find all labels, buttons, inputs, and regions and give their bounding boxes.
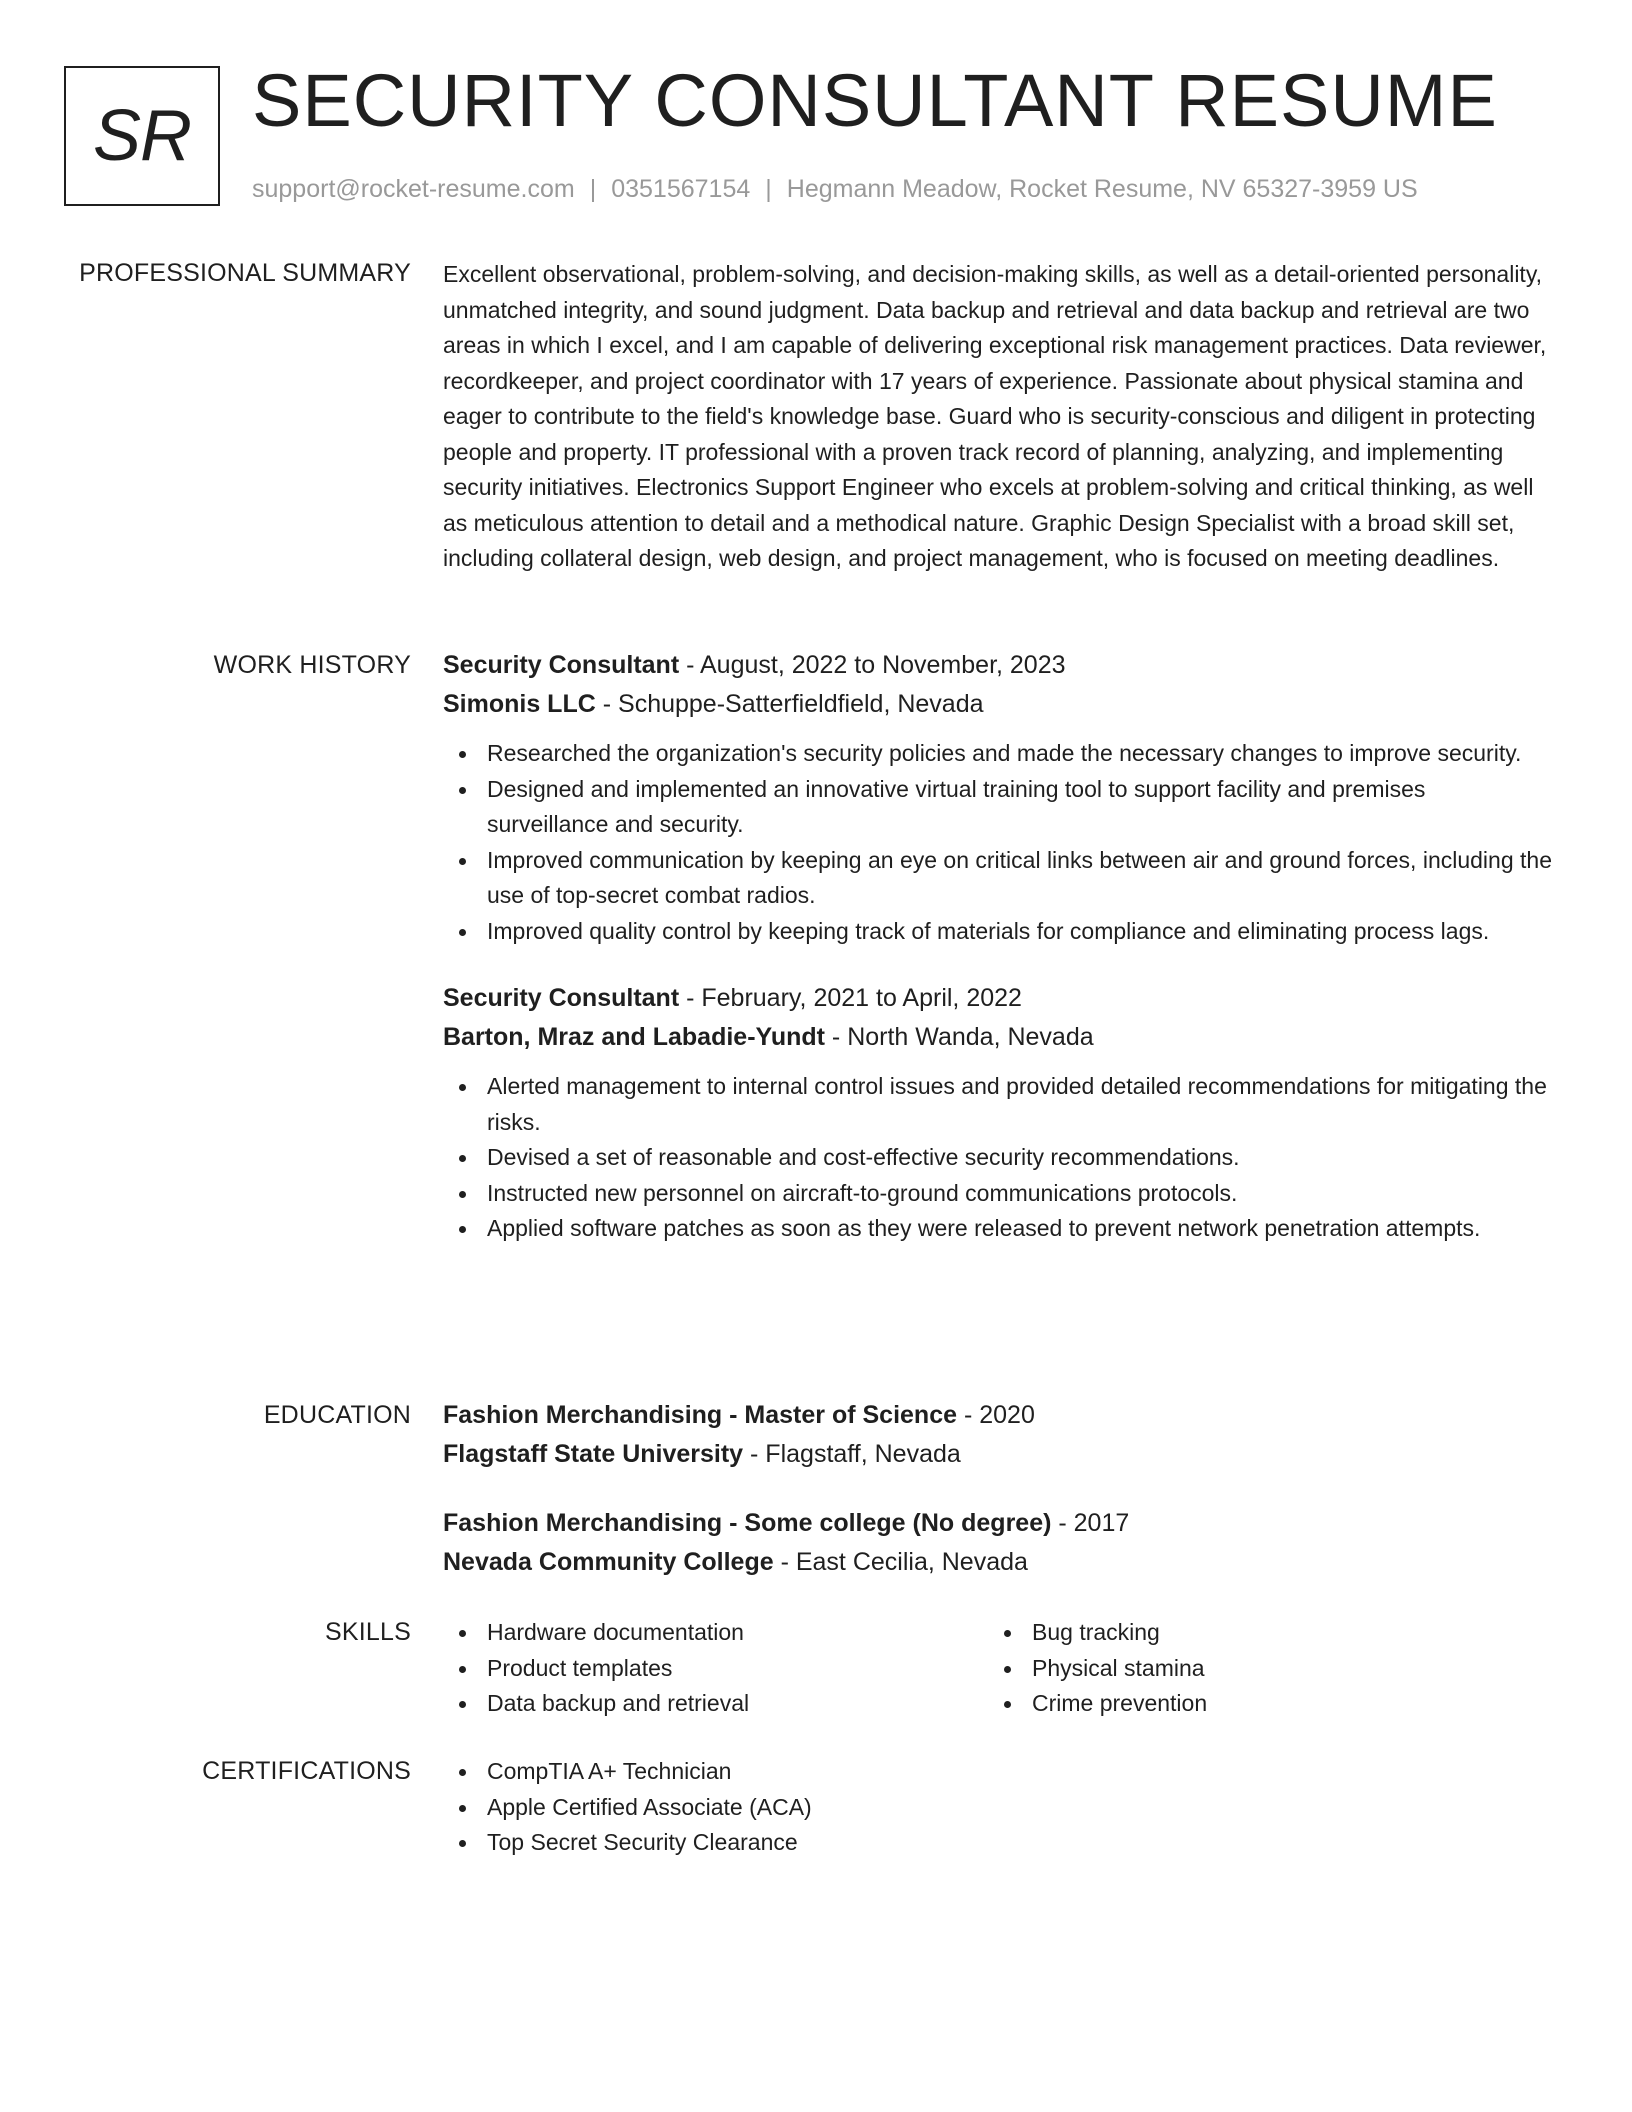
- job-bullet: Researched the organization's security policies and made the necessary changes to improve security.: [443, 736, 1553, 772]
- certification-item: CompTIA A+ Technician: [443, 1754, 1553, 1790]
- certifications-body: [443, 1754, 1553, 1861]
- job-company-line: [443, 1018, 1553, 1057]
- job-company: Barton, Mraz and Labadie-Yundt: [443, 1023, 825, 1051]
- section-label-education: EDUCATION: [263, 1401, 411, 1429]
- skill-item: Bug tracking: [988, 1615, 1528, 1651]
- job-bullets: [443, 736, 1553, 949]
- job-company-line: [443, 685, 1553, 724]
- job-title-line: [443, 979, 1553, 1018]
- job-location: - Schuppe-Satterfieldfield, Nevada: [595, 690, 984, 718]
- job-title: Security Consultant: [443, 651, 680, 679]
- education-school: Flagstaff State University: [443, 1440, 744, 1468]
- job-dates: - August, 2022 to November, 2023: [679, 651, 1066, 679]
- job-bullet: Improved communication by keeping an eye on critical links between air and ground forces, including the use of top-secret combat radios.: [443, 843, 1553, 914]
- section-label-skills: SKILLS: [325, 1618, 411, 1646]
- section-label-summary: PROFESSIONAL SUMMARY: [79, 259, 411, 287]
- contact-separator: |: [589, 175, 597, 203]
- job-location: - North Wanda, Nevada: [824, 1023, 1094, 1051]
- job-title-line: [443, 646, 1553, 685]
- job-bullet: Alerted management to internal control issues and provided detailed recommendations for mitigating the risks.: [443, 1069, 1553, 1140]
- certification-item: Top Secret Security Clearance: [443, 1825, 1553, 1861]
- education-degree: Fashion Merchandising - Master of Science: [443, 1401, 958, 1429]
- education-location: - Flagstaff, Nevada: [743, 1440, 961, 1468]
- job-bullets: [443, 1069, 1553, 1247]
- summary-body: [443, 257, 1553, 577]
- education-degree: Fashion Merchandising - Some college (No degree): [443, 1509, 1052, 1537]
- skill-item: Product templates: [443, 1651, 983, 1687]
- resume-title: SECURITY CONSULTANT RESUME: [252, 59, 1498, 142]
- education-school-line: [443, 1435, 1553, 1474]
- job-bullet: Improved quality control by keeping track of materials for compliance and eliminating process lags.: [443, 914, 1553, 950]
- skill-item: Crime prevention: [988, 1686, 1528, 1722]
- skill-item: Physical stamina: [988, 1651, 1528, 1687]
- job-bullet: Instructed new personnel on aircraft-to-ground communications protocols.: [443, 1176, 1553, 1212]
- education-location: - East Cecilia, Nevada: [773, 1548, 1028, 1576]
- education-year: - 2020: [957, 1401, 1035, 1429]
- certifications-list: [443, 1754, 1553, 1861]
- job-company: Simonis LLC: [443, 690, 596, 718]
- skills-list-left: [443, 1615, 983, 1722]
- education-entry: [443, 1504, 1553, 1582]
- section-label-certifications: CERTIFICATIONS: [202, 1757, 411, 1785]
- skills-columns: [443, 1615, 1553, 1725]
- monogram-logo: [64, 66, 220, 206]
- job-entry: [443, 646, 1553, 949]
- work-body: [443, 646, 1553, 1247]
- skill-item: Data backup and retrieval: [443, 1686, 983, 1722]
- job-bullet: Designed and implemented an innovative virtual training tool to support facility and premises surveillance and security.: [443, 772, 1553, 843]
- contact-separator: |: [765, 175, 772, 203]
- certification-item: Apple Certified Associate (ACA): [443, 1790, 1553, 1826]
- skills-body: [443, 1615, 1553, 1725]
- skill-item: Hardware documentation: [443, 1615, 983, 1651]
- job-bullet: Applied software patches as soon as they were released to prevent network penetration attempts.: [443, 1211, 1553, 1247]
- job-dates: - February, 2021 to April, 2022: [679, 984, 1022, 1012]
- job-bullet: Devised a set of reasonable and cost-effective security recommendations.: [443, 1140, 1553, 1176]
- summary-text: Excellent observational, problem-solving, and decision-making skills, as well as a detail-oriented personality, unmatched integrity, and sound judgment. Data backup and retrieval and data backup and retrieval are two areas in which I excel, and I am capable of delivering exceptional risk management practices. Data reviewer, recordkeeper, and project coordinator with 17 years of experience. Passionate about physical stamina and eager to contribute to the field's knowledge base. Guard who is security-conscious and diligent in protecting people and property. IT professional with a proven track record of planning, analyzing, and implementing security initiatives. Electronics Support Engineer who excels at problem-solving and critical thinking, as well as meticulous attention to detail and a methodical nature. Graphic Design Specialist with a broad skill set, including collateral design, web design, and project management, who is focused on meeting deadlines.: [443, 261, 1547, 571]
- education-body: [443, 1396, 1553, 1582]
- education-year: - 2017: [1051, 1509, 1130, 1537]
- education-degree-line: [443, 1504, 1553, 1543]
- contact-line: [252, 172, 1418, 206]
- monogram-text: SR: [92, 96, 192, 176]
- education-school-line: [443, 1543, 1553, 1582]
- job-title: Security Consultant: [443, 984, 680, 1012]
- contact-email: support@rocket-resume.com: [252, 175, 575, 203]
- contact-phone: 0351567154: [611, 175, 751, 203]
- section-label-work-history: WORK HISTORY: [213, 651, 411, 679]
- education-degree-line: [443, 1396, 1553, 1435]
- education-school: Nevada Community College: [443, 1548, 774, 1576]
- skills-list-right: [988, 1615, 1528, 1722]
- contact-address: Hegmann Meadow, Rocket Resume, NV 65327-3959 US: [786, 175, 1418, 203]
- job-entry: [443, 979, 1553, 1247]
- education-entry: [443, 1396, 1553, 1474]
